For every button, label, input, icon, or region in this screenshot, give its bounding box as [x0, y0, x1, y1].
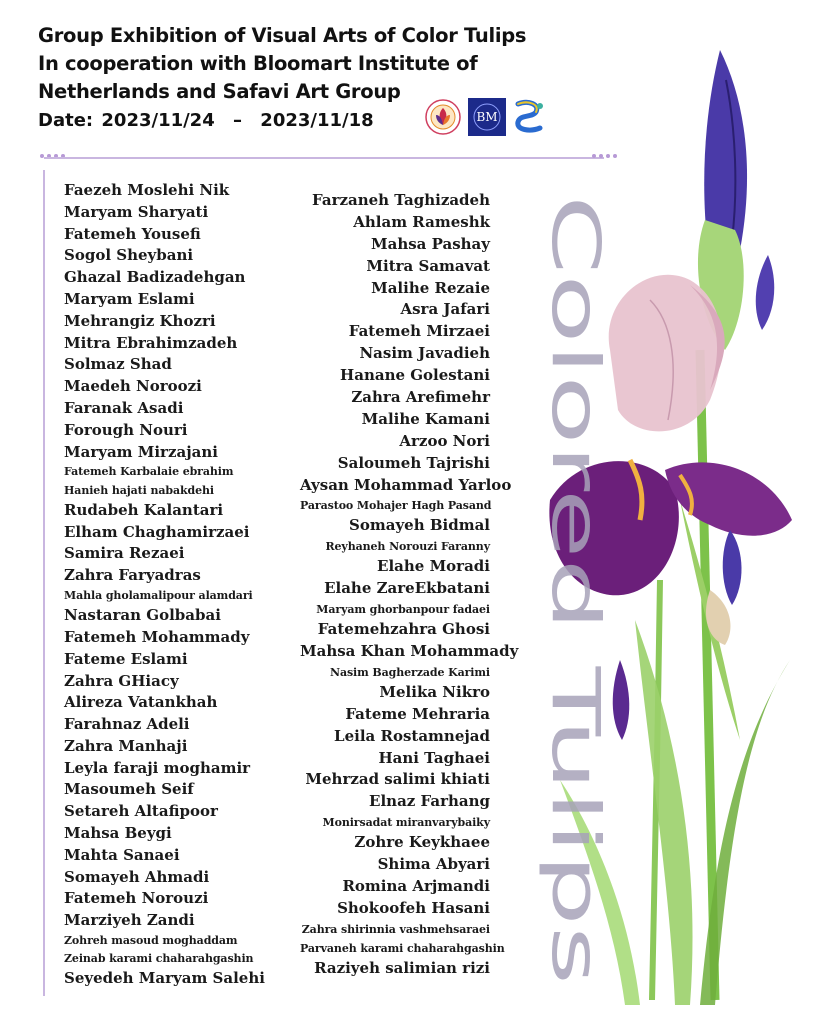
- artist-name: Fatemehzahra Ghosi: [317, 620, 490, 639]
- artist-name: Saloumeh Tajrishi: [337, 453, 490, 472]
- artist-name: Somayeh Ahmadi: [64, 867, 210, 886]
- artist-name: Sogol Sheybani: [64, 246, 194, 265]
- artist-name: Zahra Manhaji: [64, 736, 188, 755]
- artist-name: Marziyeh Zandi: [64, 911, 195, 930]
- flower-logo-icon: [424, 98, 462, 136]
- artist-name: Forough Nouri: [64, 420, 188, 439]
- artist-name: Fatemeh Yousefi: [64, 224, 201, 243]
- left-border-line: [43, 170, 45, 996]
- artist-name: Leila Rostamnejad: [334, 726, 490, 745]
- artist-name: Elham Chaghamirzaei: [64, 522, 250, 541]
- date-label: Date:: [38, 110, 94, 131]
- artist-name: Malihe Rezaie: [371, 278, 490, 297]
- artist-list-column-2: [300, 190, 519, 980]
- artist-name: Alireza Vatankhah: [64, 693, 218, 712]
- artist-name: Mehrangiz Khozri: [64, 311, 216, 330]
- artist-name: Zahra shirinnia vashmehsaraei: [301, 922, 490, 936]
- date-separator: –: [233, 110, 243, 131]
- artist-name: Malihe Kamani: [361, 409, 490, 428]
- artist-name: Maryam ghorbanpour fadaei: [316, 603, 490, 617]
- artist-name: Zahra GHiacy: [64, 671, 179, 690]
- header-divider: [44, 157, 604, 159]
- artist-name: Mahsa Pashay: [371, 234, 490, 253]
- artist-name: Mahsa Beygi: [64, 824, 172, 843]
- date-start: 2023/11/24: [101, 110, 215, 131]
- artist-name: Nasim Bagherzade Karimi: [329, 665, 490, 679]
- artist-name: Fateme Mehraria: [345, 704, 490, 723]
- artist-name: Somayeh Bidmal: [349, 516, 490, 535]
- artist-name: Maedeh Noroozi: [64, 377, 202, 396]
- artist-name: Farzaneh Taghizadeh: [312, 191, 490, 209]
- artist-name: Seyedeh Maryam Salehi: [64, 969, 265, 988]
- artist-list-column-1: [64, 180, 265, 990]
- artist-name: Zohreh masoud moghaddam: [64, 934, 238, 948]
- artist-name: Farahnaz Adeli: [64, 715, 190, 734]
- artist-name: Mahla gholamalipour alamdari: [64, 588, 253, 602]
- artist-name: Faezeh Moslehi Nik: [64, 181, 230, 199]
- artist-name: Samira Rezaei: [64, 544, 185, 563]
- artist-name: Hanieh hajati nabakdehi: [64, 483, 214, 497]
- artist-name: Romina Arjmandi: [342, 877, 490, 896]
- artist-name: Parvaneh karami chaharahgashin: [300, 941, 505, 955]
- artist-name: Raziyeh salimian rizi: [314, 958, 490, 977]
- artist-name: Fatemeh Karbalaie ebrahim: [64, 465, 234, 479]
- artist-name: Nasim Javadieh: [359, 344, 490, 363]
- artist-name: Fateme Eslami: [64, 649, 188, 668]
- artist-name: Reyhaneh Norouzi Faranny: [325, 540, 490, 554]
- artist-name: Hanane Golestani: [340, 366, 490, 385]
- title-line-3: Netherlands and Safavi Art Group: [38, 80, 401, 103]
- artist-name: Elahe Moradi: [377, 557, 490, 576]
- artist-name: Parastoo Mohajer Hagh Pasand: [300, 499, 492, 513]
- artist-name: Zahra Faryadras: [64, 566, 201, 585]
- date-end: 2023/11/18: [260, 110, 374, 131]
- svg-text:BM: BM: [476, 110, 498, 124]
- artist-name: Fatemeh Mohammady: [64, 627, 250, 646]
- artist-name: Melika Nikro: [379, 682, 490, 701]
- artist-name: Rudabeh Kalantari: [64, 500, 224, 519]
- artist-name: Maryam Mirzajani: [64, 442, 218, 461]
- artist-name: Leyla faraji moghamir: [64, 758, 251, 777]
- artist-name: Arzoo Nori: [399, 431, 490, 450]
- artist-name: Mehrzad salimi khiati: [305, 770, 490, 789]
- artist-name: Elahe ZareEkbatani: [324, 579, 490, 598]
- artist-name: Aysan Mohammad Yarloo: [300, 475, 512, 494]
- artist-name: Maryam Sharyati: [64, 202, 209, 221]
- artist-name: Shokoofeh Hasani: [337, 898, 490, 917]
- artist-name: Mitra Ebrahimzadeh: [64, 333, 238, 352]
- vertical-title-graphic: [535, 195, 615, 995]
- artist-name: Masoumeh Seif: [64, 780, 194, 799]
- title-line-1: Group Exhibition of Visual Arts of Color Tulips: [38, 24, 527, 47]
- artist-name: Fatemeh Mirzaei: [348, 322, 490, 341]
- artist-name: Setareh Altafipoor: [64, 802, 218, 821]
- artist-name: Zohre Keykhaee: [354, 833, 490, 852]
- artist-name: Zahra Arefimehr: [351, 388, 490, 407]
- vertical-title: Colored Tulips: [537, 195, 614, 655]
- artist-name: Solmaz Shad: [64, 355, 172, 374]
- artist-name: Monirsadat miranvarybaiky: [322, 816, 490, 830]
- artist-name: Ghazal Badizadehgan: [64, 268, 246, 287]
- artist-name: Mahsa Khan Mohammady: [300, 642, 519, 661]
- artist-name: Faranak Asadi: [64, 398, 184, 417]
- artist-name: Elnaz Farhang: [369, 792, 490, 811]
- bm-logo-icon: [468, 98, 506, 136]
- artist-name: Ahlam Rameshk: [353, 212, 490, 231]
- artist-name: Asra Jafari: [400, 300, 490, 319]
- artist-name: Hani Taghaei: [378, 748, 490, 767]
- artist-name: Fatemeh Norouzi: [64, 889, 209, 908]
- title-line-2: In cooperation with Bloomart Institute of: [38, 52, 478, 75]
- artist-name: Zeinab karami chaharahgashin: [64, 952, 254, 966]
- artist-name: Shima Abyari: [377, 855, 490, 874]
- artist-name: Mitra Samavat: [366, 256, 490, 275]
- artist-name: Maryam Eslami: [64, 289, 195, 308]
- artist-name: Mahta Sanaei: [64, 845, 180, 864]
- artist-name: Nastaran Golbabai: [64, 606, 221, 625]
